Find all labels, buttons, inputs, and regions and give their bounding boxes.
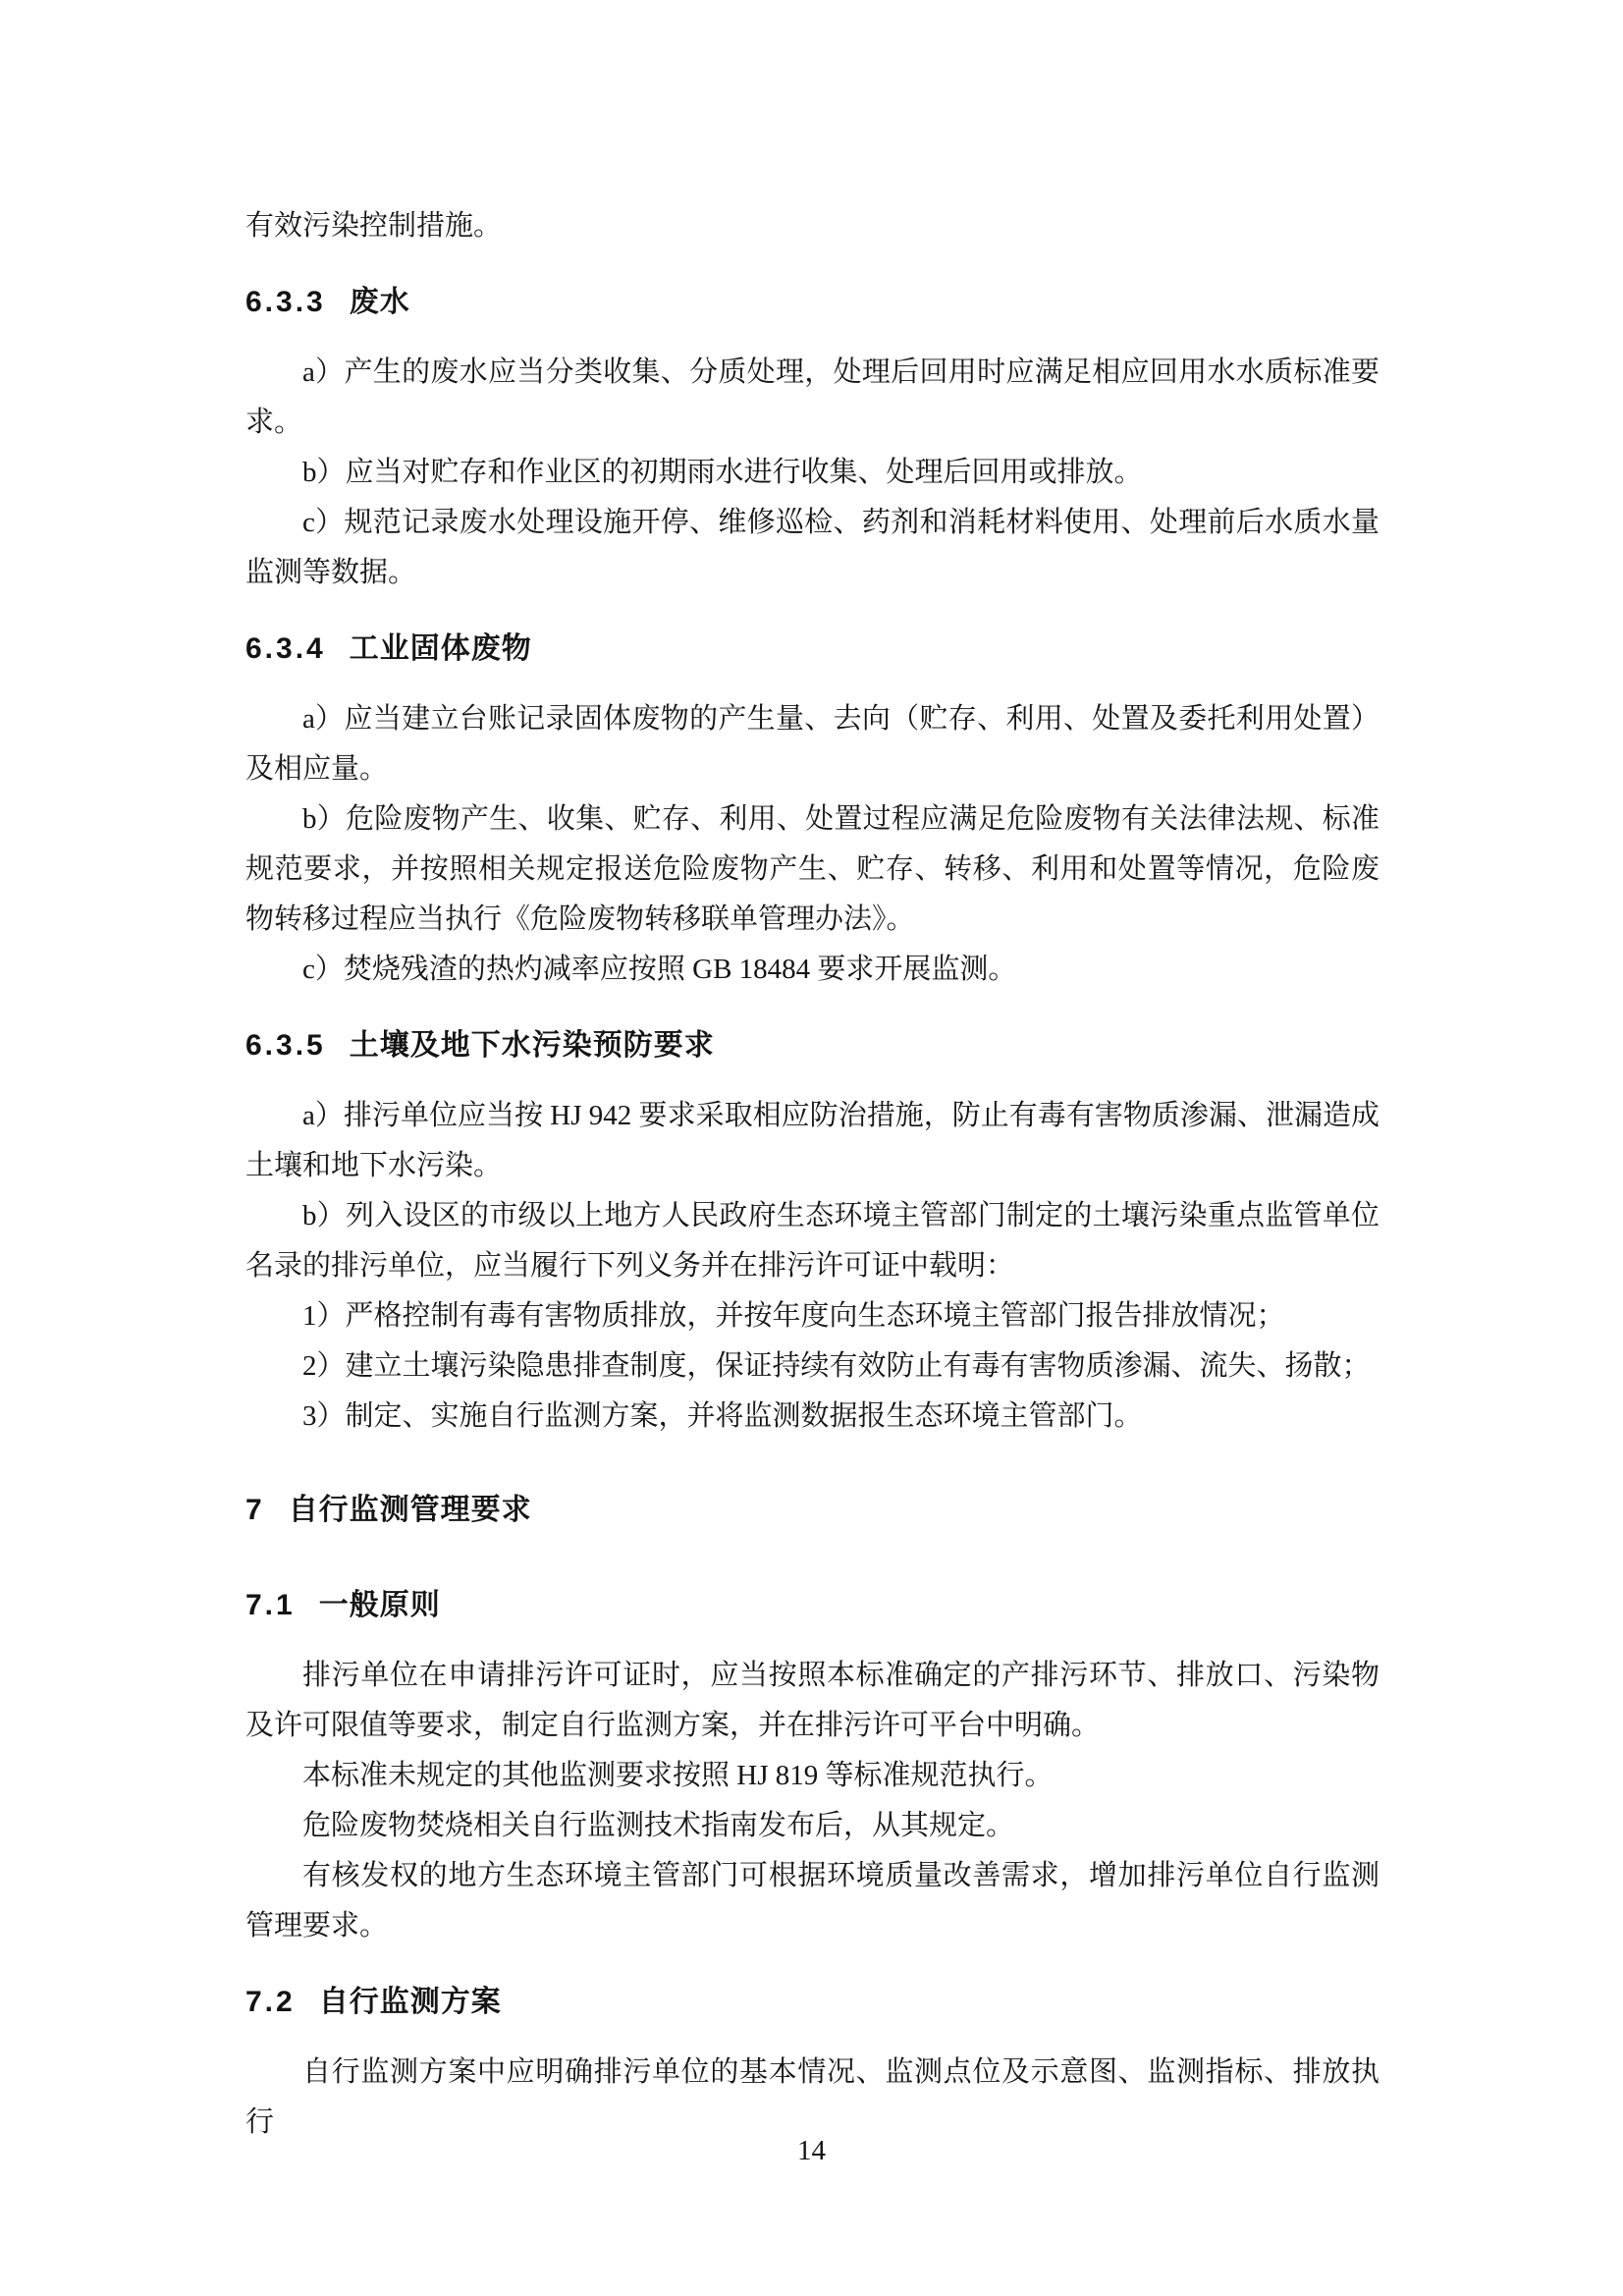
- heading-title: 一般原则: [318, 1589, 441, 1621]
- paragraph-6-3-3-c: c）规范记录废水处理设施开停、维修巡检、药剂和消耗材料使用、处理前后水质水量监测等数据。: [245, 507, 1380, 588]
- paragraph-7-1-3: 危险废物焚烧相关自行监测技术指南发布后，从其规定。: [302, 1810, 1015, 1841]
- heading-title: 自行监测方案: [318, 1986, 502, 2018]
- page-number: 14: [797, 2135, 826, 2166]
- paragraph-6-3-4-b: b）危险废物产生、收集、贮存、利用、处置过程应满足危险废物有关法律法规、标准规范要求，并按照相关规定报送危险废物产生、贮存、转移、利用和处置等情况，危险废物转移过程应当执行《危险废物转移联单管理办法》。: [245, 803, 1380, 935]
- paragraph-7-2-1: 自行监测方案中应明确排污单位的基本情况、监测点位及示意图、监测指标、排放执行: [245, 2056, 1380, 2138]
- paragraph-6-3-3-b: b）应当对贮存和作业区的初期雨水进行收集、处理后回用或排放。: [302, 457, 1143, 488]
- heading-7-2: [245, 1977, 1380, 2027]
- heading-6-3-3: [245, 277, 1380, 327]
- heading-6-3-4: [245, 624, 1380, 674]
- heading-number: 6.3.3: [245, 286, 326, 318]
- heading-6-3-5: [245, 1020, 1380, 1070]
- heading-7-1: [245, 1580, 1380, 1630]
- paragraph-6-3-5-a: a）排污单位应当按 HJ 942 要求采取相应防治措施，防止有毒有害物质渗漏、泄漏造成土壤和地下水污染。: [245, 1100, 1380, 1181]
- heading-title: 自行监测管理要求: [288, 1494, 532, 1526]
- heading-number: 7.2: [245, 1986, 296, 2018]
- paragraph-7-1-1: 排污单位在申请排污许可证时，应当按照本标准确定的产排污环节、排放口、污染物及许可限值等要求，制定自行监测方案，并在排污许可平台中明确。: [245, 1660, 1380, 1741]
- heading-7: [245, 1485, 1380, 1535]
- paragraph-6-3-3-a: a）产生的废水应当分类收集、分质处理，处理后回用时应满足相应回用水水质标准要求。: [245, 356, 1380, 438]
- paragraph-6-3-5-item-2: 2）建立土壤污染隐患排查制度，保证持续有效防止有毒有害物质渗漏、流失、扬散；: [302, 1350, 1371, 1382]
- paragraph-continuation: 有效污染控制措施。: [245, 210, 503, 242]
- paragraph-6-3-4-a: a）应当建立台账记录固体废物的产生量、去向（贮存、利用、处置及委托利用处置）及相应量。: [245, 703, 1380, 785]
- paragraph-6-3-4-c: c）焚烧残渣的热灼减率应按照 GB 18484 要求开展监测。: [302, 954, 1017, 985]
- heading-number: 6.3.4: [245, 632, 326, 665]
- paragraph-6-3-5-item-1: 1）严格控制有毒有害物质排放，并按年度向生态环境主管部门报告排放情况；: [302, 1300, 1285, 1332]
- heading-number: 7: [245, 1494, 265, 1526]
- page-content: [245, 201, 1380, 2148]
- paragraph-7-1-2: 本标准未规定的其他监测要求按照 HJ 819 等标准规范执行。: [302, 1760, 1054, 1791]
- heading-title: 土壤及地下水污染预防要求: [349, 1029, 715, 1062]
- heading-title: 废水: [349, 286, 410, 318]
- heading-number: 6.3.5: [245, 1029, 326, 1062]
- paragraph-7-1-4: 有核发权的地方生态环境主管部门可根据环境质量改善需求，增加排污单位自行监测管理要求。: [245, 1860, 1380, 1941]
- paragraph-6-3-5-b: b）列入设区的市级以上地方人民政府生态环境主管部门制定的土壤污染重点监管单位名录的排污单位，应当履行下列义务并在排污许可证中载明：: [245, 1200, 1380, 1282]
- heading-number: 7.1: [245, 1589, 296, 1621]
- paragraph-6-3-5-item-3: 3）制定、实施自行监测方案，并将监测数据报生态环境主管部门。: [302, 1400, 1143, 1432]
- heading-title: 工业固体废物: [349, 632, 532, 665]
